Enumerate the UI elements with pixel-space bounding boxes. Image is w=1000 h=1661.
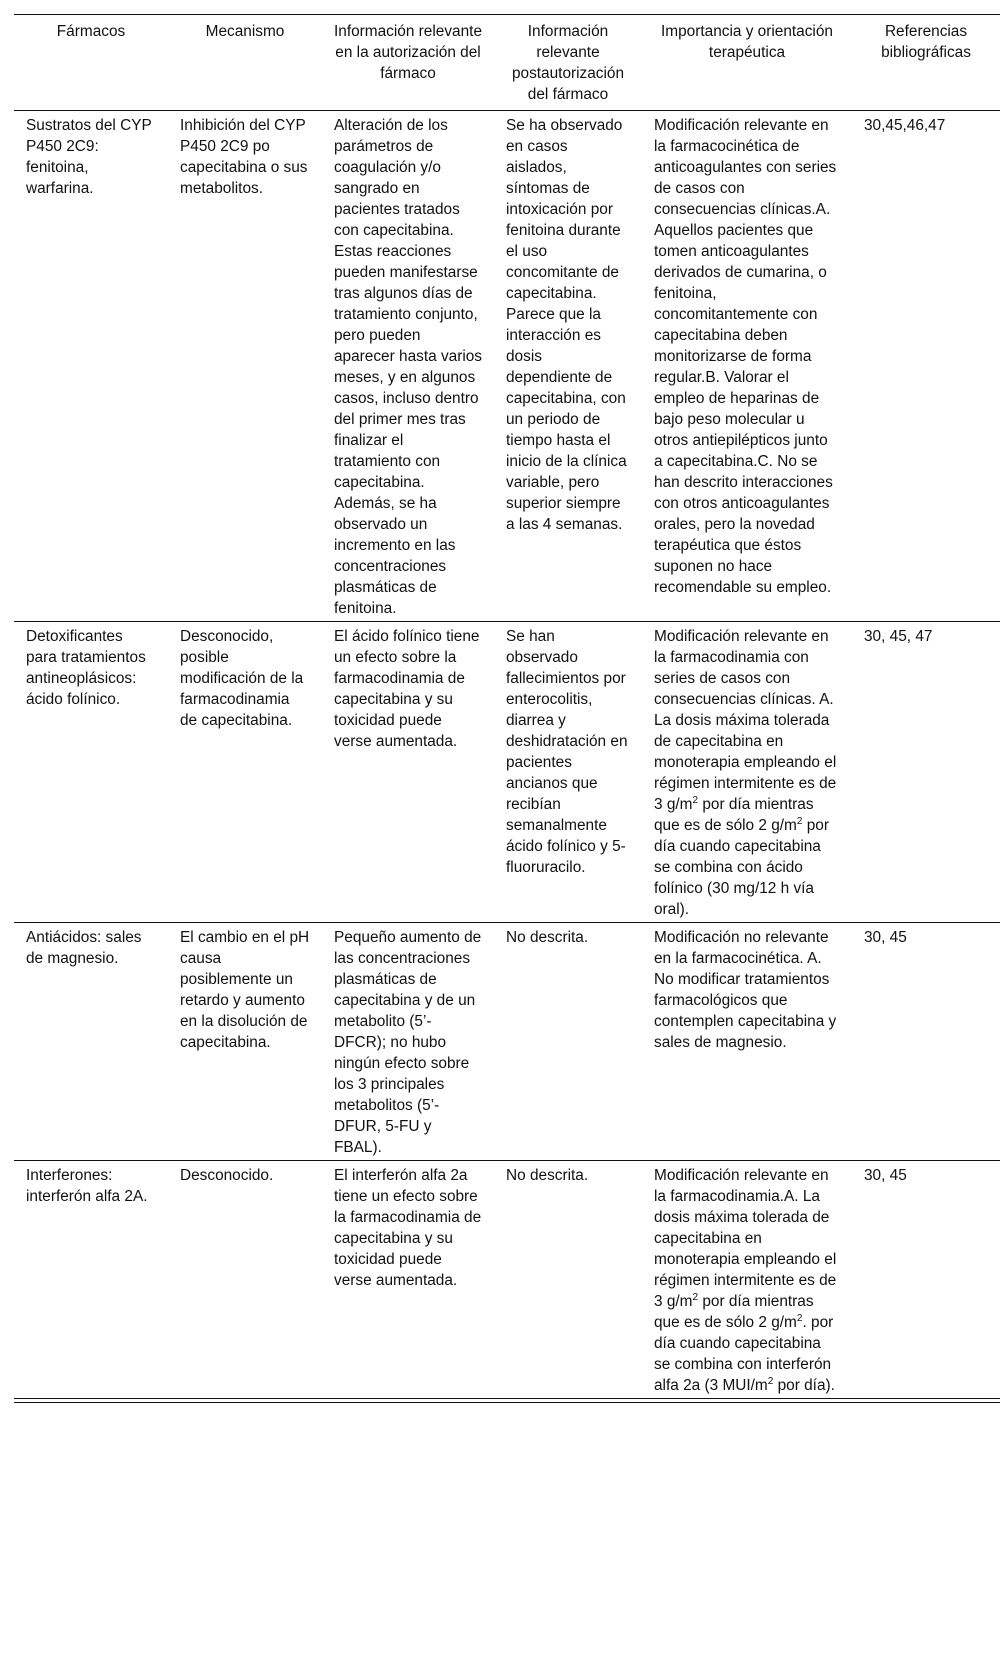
header-importancia: Importancia y orientación terapéutica [661, 23, 833, 61]
superscript: 2 [796, 1312, 803, 1324]
table-row [14, 111, 1000, 622]
table-bottom-rule [14, 1402, 1000, 1403]
importancia-text: Modificación relevante en la farmacocinética de anticoagulantes con series de casos con consecuencias clínicas.A. Aquellos pacientes que tomen anticoagulantes derivados de cumarina, o fenitoina, concomitantemente con capecitabina deben monitorizarse de forma regular.B. Valorar el empleo de heparinas de bajo peso molecular u otros antiepilépticos junto a capecitabina.C. No se han descrito interacciones con otros anticoagulantes orales, pero la novedad terapéutica que éstos suponen no hace recomendable su empleo. [654, 117, 837, 596]
cell-postautorizacion: Se han observado fallecimientos por enterocolitis, diarrea y deshidratación en pacientes ancianos que recibían semanalmente ácido folínico y 5-fluoruracilo. [506, 628, 628, 876]
cell-importancia [642, 1161, 852, 1399]
header-mecanismo: Mecanismo [205, 23, 285, 40]
header-farmacos: Fármacos [56, 23, 126, 40]
header-referencias: Referencias bibliográficas [881, 23, 971, 61]
cell-referencias: 30, 45, 47 [864, 628, 933, 645]
table-header-row [14, 15, 1000, 111]
cell-autorizacion: Pequeño aumento de las concentraciones plasmáticas de capecitabina y de un metabolito (5’-DFCR); no hubo ningún efecto sobre los 3 principales metabolitos (5’-DFUR, 5-FU y FBAL). [334, 929, 482, 1156]
cell-referencias: 30, 45 [864, 929, 907, 946]
cell-autorizacion: El ácido folínico tiene un efecto sobre la farmacodinamia de capecitabina y su toxicidad puede verse aumentada. [334, 628, 480, 750]
header-postautorizacion: Información relevante postautorización del fármaco [511, 23, 625, 103]
table-row [14, 923, 1000, 1161]
cell-postautorizacion: No descrita. [506, 929, 589, 946]
cell-importancia [642, 622, 852, 923]
cell-farmacos: Interferones: interferón alfa 2A. [26, 1167, 148, 1205]
cell-referencias: 30, 45 [864, 1167, 907, 1184]
importancia-text: por día mientras que es de sólo 2 g/m [654, 796, 814, 834]
importancia-text: Modificación relevante en la farmacodinamia con series de casos con consecuencias clínicas. A. La dosis máxima tolerada de capecitabina en monoterapia empleando el régimen intermitente es de 3 g/m [654, 628, 837, 813]
drug-interaction-table [14, 14, 1000, 1399]
importancia-text: por día). [773, 1377, 835, 1394]
cell-farmacos: Antiácidos: sales de magnesio. [26, 929, 142, 967]
importancia-text: por día mientras que es de sólo 2 g/m [654, 1293, 814, 1331]
superscript: 2 [692, 1291, 699, 1303]
importancia-text: Modificación relevante en la farmacodinamia.A. La dosis máxima tolerada de capecitabina en monoterapia empleando el régimen intermitente es de 3 g/m [654, 1167, 837, 1310]
table-row [14, 622, 1000, 923]
cell-importancia [642, 923, 852, 1161]
table-row [14, 1161, 1000, 1399]
cell-importancia [642, 111, 852, 622]
cell-postautorizacion: No descrita. [506, 1167, 589, 1184]
cell-autorizacion: El interferón alfa 2a tiene un efecto sobre la farmacodinamia de capecitabina y su toxicidad puede verse aumentada. [334, 1167, 482, 1289]
superscript: 2 [767, 1375, 774, 1387]
superscript: 2 [796, 815, 803, 827]
cell-farmacos: Detoxificantes para tratamientos antineoplásicos: ácido folínico. [26, 628, 146, 708]
importancia-text: . por día cuando capecitabina se combina con interferón alfa 2a (3 MUI/m [654, 1314, 834, 1394]
cell-autorizacion: Alteración de los parámetros de coagulación y/o sangrado en pacientes tratados con capecitabina. Estas reacciones pueden manifestarse tras algunos días de tratamiento conjunto, pero pueden aparecer hasta varios meses, y en algunos casos, incluso dentro del primer mes tras finalizar el tratamiento con capecitabina. Además, se ha observado un incremento en las concentraciones plasmáticas de fenitoina. [334, 117, 482, 617]
cell-referencias: 30,45,46,47 [864, 117, 946, 134]
header-autorizacion: Información relevante en la autorización del fármaco [334, 23, 482, 82]
cell-mecanismo: Desconocido, posible modificación de la farmacodinamia de capecitabina. [180, 628, 304, 729]
document-page [14, 14, 1000, 1403]
cell-mecanismo: Inhibición del CYP P450 2C9 po capecitabina o sus metabolitos. [180, 117, 308, 197]
cell-mecanismo: El cambio en el pH causa posiblemente un retardo y aumento en la disolución de capecitabina. [180, 929, 310, 1051]
cell-postautorizacion: Se ha observado en casos aislados, síntomas de intoxicación por fenitoina durante el uso concomitante de capecitabina. Parece que la interacción es dosis dependiente de capecitabina, con un periodo de tiempo hasta el inicio de la clínica variable, pero superior siempre a las 4 semanas. [506, 117, 627, 533]
superscript: 2 [692, 794, 699, 806]
importancia-text: Modificación no relevante en la farmacocinética. A. No modificar tratamientos farmacológicos que contemplen capecitabina y sales de magnesio. [654, 929, 837, 1051]
importancia-text: por día cuando capecitabina se combina con ácido folínico (30 mg/12 h vía oral). [654, 817, 829, 918]
cell-mecanismo: Desconocido. [180, 1167, 274, 1184]
cell-farmacos: Sustratos del CYP P450 2C9: fenitoina, warfarina. [26, 117, 152, 197]
